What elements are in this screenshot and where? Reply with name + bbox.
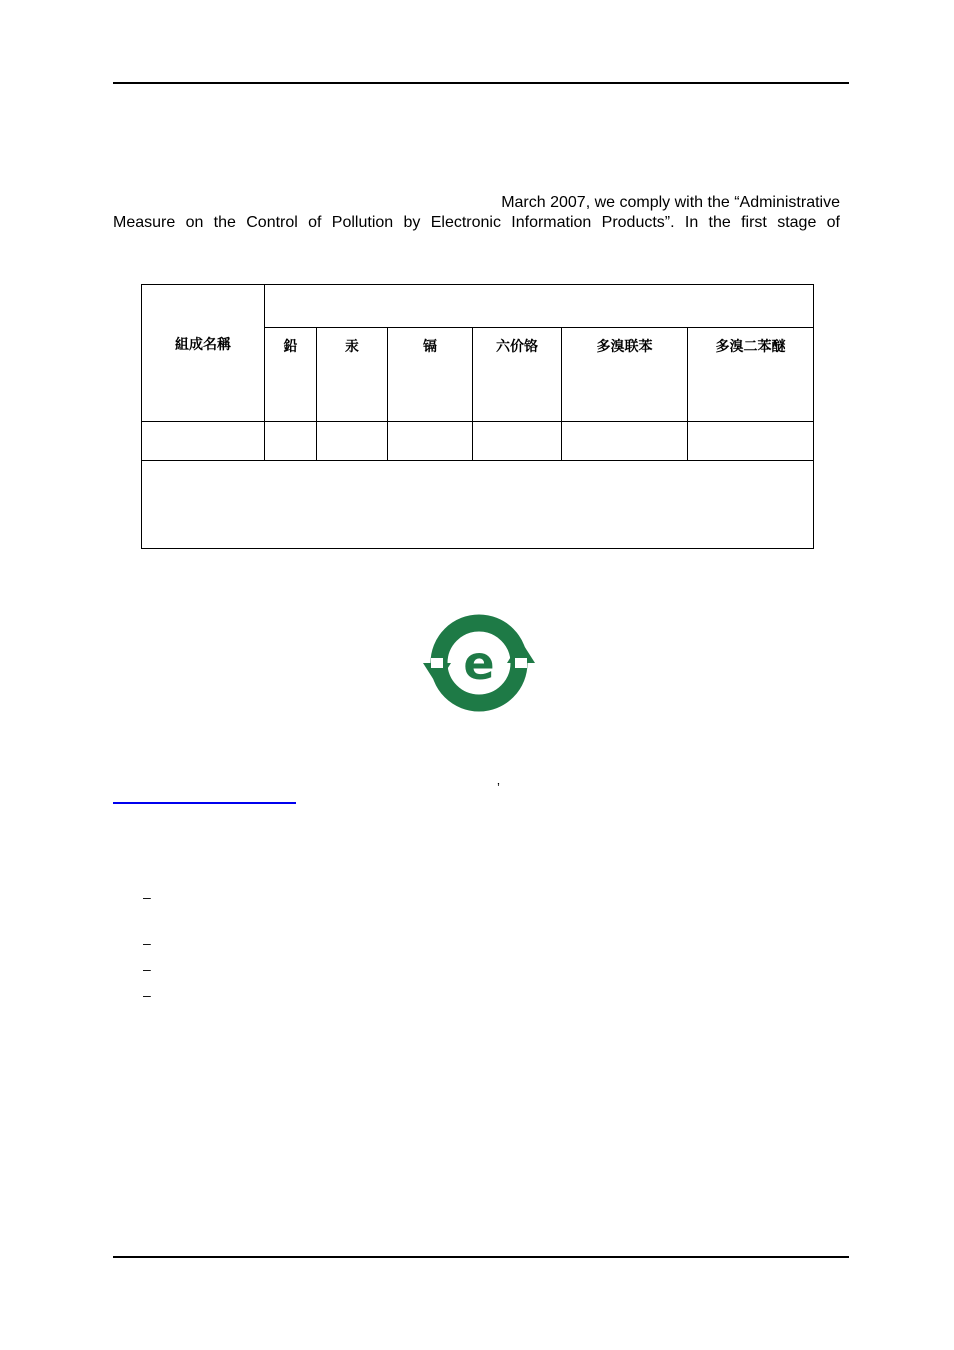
table-cell [142,422,265,461]
list-bullet: – [143,935,151,951]
table-cell [317,422,388,461]
table-cell [265,422,317,461]
logo-letter: e [463,636,495,690]
header-pbb: 多溴联苯 [562,328,688,422]
list-bullet: – [143,961,151,977]
table-cell [562,422,688,461]
list-bullet: – [143,987,151,1003]
hazardous-substance-table [141,284,814,549]
component-name-header: 組成名稱 [142,285,265,422]
intro-line-1: March 2007, we comply with the “Administrative [501,194,840,211]
header-pbde: 多溴二苯醚 [688,328,814,422]
header-cadmium: 镉 [388,328,473,422]
footer-rule [113,1256,849,1258]
header-lead: 鉛 [265,328,317,422]
table-cell [473,422,562,461]
table-note-row [142,461,814,549]
list-bullet: – [143,889,151,905]
header-rule [113,82,849,84]
substance-group-header [265,285,814,328]
table-cell [388,422,473,461]
hyperlink-underline[interactable] [113,802,296,804]
table-note-cell [142,461,814,549]
intro-paragraph [113,193,840,233]
table-row [142,422,814,461]
table-cell [688,422,814,461]
stray-mark: ’ [497,780,500,795]
intro-line-2: Measure on the Control of Pollution by Electronic Information Products”. In the first stage of [113,214,840,231]
china-rohs-environment-friendly-e-icon [421,613,537,713]
header-mercury: 汞 [317,328,388,422]
header-hexavalent-chromium: 六价铬 [473,328,562,422]
